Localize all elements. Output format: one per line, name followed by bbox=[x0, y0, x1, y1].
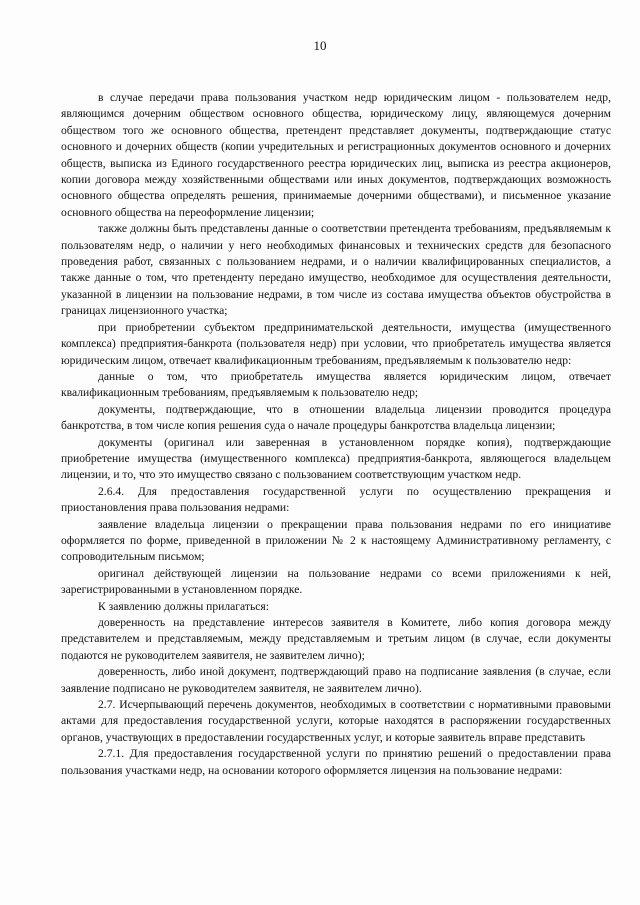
paragraph: документы (оригинал или заверенная в установленном порядке копия), подтверждающие приобретение имущества (имущественного комплекса) предприятия-банкрота, являющегося владельцем лицензии, и то, что это имущество связано с пользованием соответствующим участком недр. bbox=[61, 435, 611, 482]
paragraph: в случае передачи права пользования участком недр юридическим лицом - пользователем недр, являющимся дочерним обществом основного общества, юридическому лицу, являющемуся дочерним обществом того же основного общества, претендент представляет документы, подтверждающие статус основного и дочерних обществ (копии учредительных и регистрационных документов основного и дочерних обществ, выписка из Единого государственного реестра юридических лиц, выписка из реестра акционеров, копии договора между хозяйственными обществами или иных документов, подтверждающих возможность основного общества определять решения, принимаемые дочерними обществами), и письменное указание основного общества на переоформление лицензии; bbox=[61, 91, 611, 219]
paragraph: при приобретении субъектом предпринимательской деятельности, имущества (имущественного комплекса) предприятия-банкрота (пользователя недр) при условии, что приобретатель имущества является юридическим лицом, отвечает квалификационным требованиям, предъявляемым к пользователю недр: bbox=[61, 320, 611, 367]
section-2-7-1: 2.7.1. Для предоставления государственной услуги по принятию решений о предоставлении права пользования участками недр, на основании которого оформляется лицензия на пользование недрами: bbox=[61, 747, 611, 777]
paragraph: документы, подтверждающие, что в отношении владельца лицензии проводится процедура банкротства, в том числе копия решения суда о начале процедуры банкротства владельца лицензии; bbox=[61, 402, 611, 433]
paragraph: оригинал действующей лицензии на пользование недрами со всеми приложениями к ней, зарегистрированными в установленном порядке. bbox=[61, 566, 611, 597]
paragraph: также должны быть представлены данные о соответствии претендента требованиям, предъявляемым к пользователям недр, о наличии у него необходимых финансовых и технических средств для безопасного проведения работ, связанных с пользованием недрами, и о наличии квалифицированных специалистов, а также данные о том, что претенденту передано имущество, необходимое для осуществления деятельности, указанной в лицензии на пользование недрами, в том числе из состава имущества объектов обустройства в границах лицензионного участка; bbox=[61, 222, 611, 318]
section-2-7: 2.7. Исчерпывающий перечень документов, необходимых в соответствии с нормативными правовыми актами для предоставления государственной услуги, которые находятся в распоряжении государственных органов, участвующих в предоставлении государственных услуг, и которые заявитель вправе представить bbox=[61, 698, 611, 744]
document-body bbox=[61, 90, 611, 779]
paragraph: данные о том, что приобретатель имущества является юридическим лицом, отвечает квалификационным требованиям, предъявляемым к пользователю недр; bbox=[61, 369, 611, 400]
paragraph: доверенность на представление интересов заявителя в Комитете, либо копия договора между представителем и представляемым, между представляемым и третьим лицом (в случае, если документы подаются не руководителем заявителя, не заявителем лично); bbox=[61, 616, 611, 662]
section-2-6-4: 2.6.4. Для предоставления государственной услуги по осуществлению прекращения и приостановления права пользования недрами: bbox=[61, 484, 611, 515]
paragraph: доверенность, либо иной документ, подтверждающий право на подписание заявления (в случае, если заявление подписано не руководителем заявителя, не заявителем лично). bbox=[61, 665, 611, 695]
paragraph: К заявлению должны прилагаться: bbox=[98, 599, 269, 613]
page-number: 10 bbox=[313, 38, 327, 53]
paragraph: заявление владельца лицензии о прекращении права пользования недрами по его инициативе оформляется по форме, приведенной в приложении № 2 к настоящему Административному регламенту, с сопроводительным письмом; bbox=[61, 517, 611, 564]
